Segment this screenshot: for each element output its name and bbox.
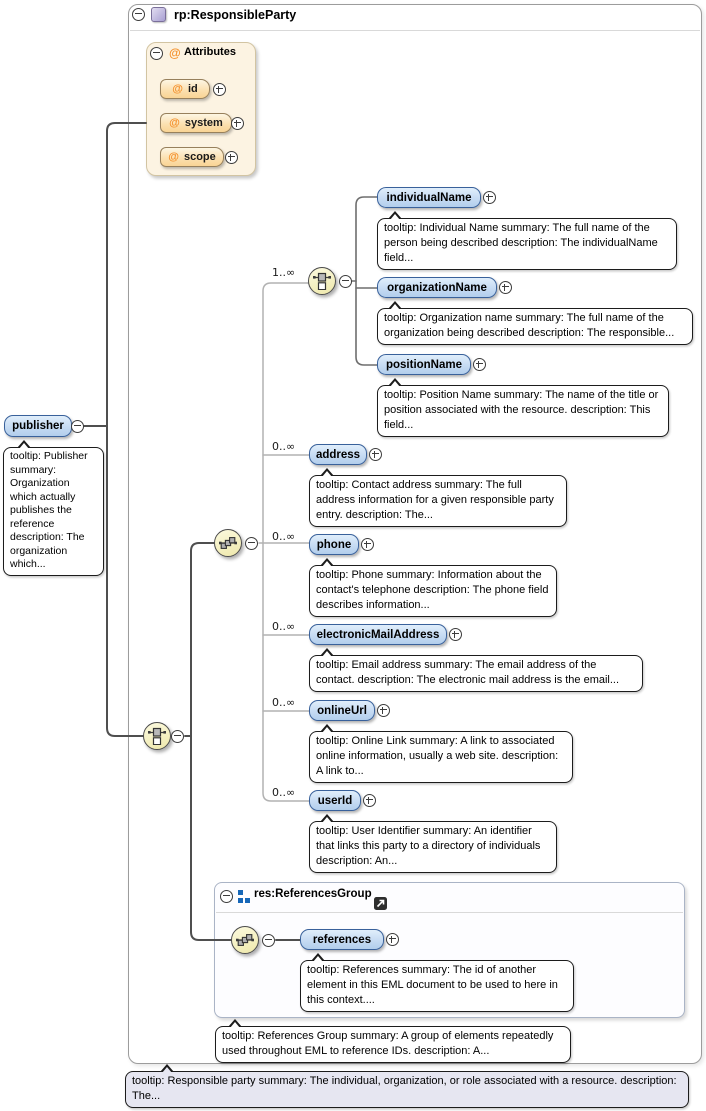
tooltip-notch bbox=[311, 953, 325, 961]
responsible-party-title: rp:ResponsibleParty bbox=[174, 8, 297, 22]
cardinality-onlineurl: 0..∞ bbox=[272, 696, 296, 709]
tooltip-notch bbox=[388, 301, 402, 309]
expand-attribute-id[interactable] bbox=[213, 83, 226, 96]
collapse-toggle-choice[interactable] bbox=[171, 730, 184, 743]
element-phone[interactable] bbox=[309, 534, 359, 555]
tooltip-phone: tooltip: Phone summary: Information about the contact's telephone description: The phone field describes information... bbox=[309, 565, 557, 617]
expand-attribute-system[interactable] bbox=[231, 117, 244, 130]
element-onlineurl[interactable] bbox=[309, 700, 375, 721]
tooltip-notch bbox=[320, 468, 334, 476]
element-label: onlineUrl bbox=[317, 704, 367, 717]
tooltip-responsible-party: tooltip: Responsible party summary: The individual, organization, or role associated with a resource. description: The... bbox=[125, 1071, 689, 1108]
choice-connector-icon[interactable] bbox=[143, 722, 171, 750]
tooltip-notch bbox=[228, 1019, 242, 1027]
element-publisher-label: publisher bbox=[12, 420, 64, 432]
attribute-system[interactable] bbox=[160, 113, 232, 133]
expand-organizationname[interactable] bbox=[499, 281, 512, 294]
tooltip-notch bbox=[320, 648, 334, 656]
open-in-new-icon[interactable] bbox=[374, 897, 387, 910]
collapse-toggle-references-sequence[interactable] bbox=[262, 934, 275, 947]
cardinality-phone: 0..∞ bbox=[272, 530, 296, 543]
collapse-toggle-publisher[interactable] bbox=[71, 420, 84, 433]
at-icon: @ bbox=[169, 117, 180, 129]
tooltip-references: tooltip: References summary: The id of another element in this EML document to be used to here in this context.... bbox=[300, 960, 574, 1012]
element-electronicmailaddress[interactable] bbox=[309, 624, 447, 645]
expand-phone[interactable] bbox=[361, 538, 374, 551]
sequence-connector-icon[interactable] bbox=[214, 529, 242, 557]
element-label: userId bbox=[317, 794, 353, 807]
expand-references[interactable] bbox=[386, 933, 399, 946]
tooltip-organizationname: tooltip: Organization name summary: The full name of the organization being described description: The responsible... bbox=[377, 308, 693, 345]
tooltip-address: tooltip: Contact address summary: The full address information for a given responsible party entry. description: The... bbox=[309, 475, 567, 527]
element-label: electronicMailAddress bbox=[316, 628, 440, 641]
expand-electronicmailaddress[interactable] bbox=[449, 628, 462, 641]
attribute-system-label: system bbox=[184, 117, 223, 129]
cardinality-electronicmailaddress: 0..∞ bbox=[272, 620, 296, 633]
attribute-at-icon: @ bbox=[169, 46, 181, 60]
tooltip-notch bbox=[320, 558, 334, 566]
tooltip-userid: tooltip: User Identifier summary: An identifier that links this party to a directory of individuals description: An... bbox=[309, 821, 557, 873]
attribute-id-label: id bbox=[187, 83, 198, 95]
expand-address[interactable] bbox=[369, 448, 382, 461]
element-label: references bbox=[312, 933, 372, 946]
element-organizationname[interactable] bbox=[377, 277, 497, 298]
tooltip-notch bbox=[320, 724, 334, 732]
collapse-toggle-references-group[interactable] bbox=[220, 890, 233, 903]
expand-attribute-scope[interactable] bbox=[225, 151, 238, 164]
element-label: phone bbox=[316, 538, 352, 551]
choice-connector-icon[interactable] bbox=[308, 267, 336, 295]
element-publisher[interactable] bbox=[4, 415, 72, 437]
tooltip-individualname: tooltip: Individual Name summary: The full name of the person being described description: The individualName field... bbox=[377, 218, 677, 270]
element-label: positionName bbox=[385, 358, 463, 371]
at-icon: @ bbox=[172, 83, 183, 95]
attribute-scope-label: scope bbox=[183, 151, 216, 163]
group-icon bbox=[237, 890, 250, 903]
element-positionname[interactable] bbox=[377, 354, 471, 375]
element-label: individualName bbox=[386, 191, 472, 204]
tooltip-notch bbox=[160, 1064, 174, 1072]
complex-type-icon bbox=[151, 7, 166, 22]
tooltip-electronicmailaddress: tooltip: Email address summary: The email address of the contact. description: The electronic mail address is the email... bbox=[309, 655, 643, 692]
expand-userid[interactable] bbox=[363, 794, 376, 807]
tooltip-positionname: tooltip: Position Name summary: The name of the title or position associated with the resource. description: This field... bbox=[377, 385, 669, 437]
tooltip-notch bbox=[388, 211, 402, 219]
collapse-toggle-attributes[interactable] bbox=[150, 47, 163, 60]
tooltip-onlineurl: tooltip: Online Link summary: A link to associated online information, usually a web site. description: A link to... bbox=[309, 731, 573, 783]
attribute-id[interactable] bbox=[160, 79, 210, 99]
tooltip-notch bbox=[17, 440, 31, 448]
tooltip-notch bbox=[320, 814, 334, 822]
sequence-connector-icon[interactable] bbox=[231, 926, 259, 954]
cardinality-address: 0..∞ bbox=[272, 440, 296, 453]
attributes-panel-title: Attributes bbox=[184, 46, 236, 58]
tooltip-notch bbox=[388, 378, 402, 386]
expand-individualname[interactable] bbox=[483, 191, 496, 204]
cardinality-userid: 0..∞ bbox=[272, 786, 296, 799]
element-address[interactable] bbox=[309, 444, 367, 465]
expand-onlineurl[interactable] bbox=[377, 704, 390, 717]
element-references[interactable] bbox=[300, 929, 384, 950]
collapse-toggle-sequence[interactable] bbox=[245, 537, 258, 550]
cardinality-choice: 1..∞ bbox=[272, 266, 296, 279]
tooltip-references-group: tooltip: References Group summary: A group of elements repeatedly used throughout EML to reference IDs. description: A... bbox=[215, 1026, 571, 1063]
element-individualname[interactable] bbox=[377, 187, 481, 208]
expand-positionname[interactable] bbox=[473, 358, 486, 371]
element-label: organizationName bbox=[387, 281, 487, 294]
collapse-toggle-responsible-party[interactable] bbox=[132, 8, 145, 21]
collapse-toggle-name-choice[interactable] bbox=[339, 275, 352, 288]
tooltip-publisher: tooltip: Publisher summary: Organization which actually publishes the reference description: The organization which... bbox=[3, 447, 104, 576]
element-userid[interactable] bbox=[309, 790, 361, 811]
at-icon: @ bbox=[168, 151, 179, 163]
references-group-title: res:ReferencesGroup bbox=[254, 888, 372, 900]
attribute-scope[interactable] bbox=[160, 147, 224, 167]
element-label: address bbox=[315, 448, 361, 461]
